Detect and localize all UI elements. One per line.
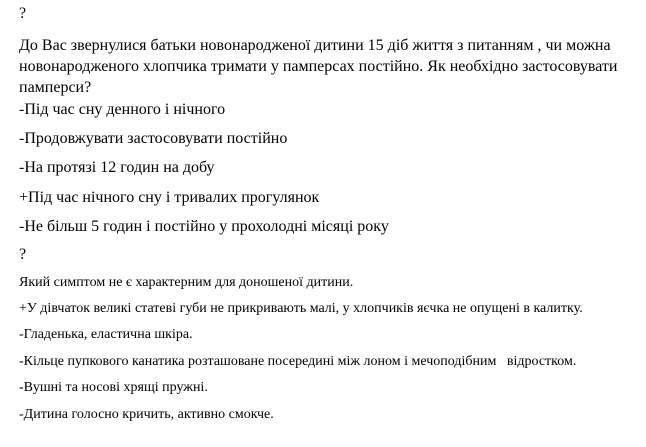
question-2-answer-5: -Дитина голосно кричить, активно смокче. xyxy=(19,407,274,422)
question-1-answer-1: -Під час сну денного і нічного xyxy=(19,101,226,118)
question-2-answer-1-correct: +У дівчаток великі статеві губи не прикривають малі, у хлопчиків яєчка не опущені в калитку. xyxy=(19,301,583,316)
question-1-answer-2: -Продовжувати застосовувати постійно xyxy=(19,130,288,147)
question-1-answer-3: -На протязі 12 годин на добу xyxy=(19,159,215,176)
question-1-answer-4-correct: +Під час нічного сну і тривалих прогулянок xyxy=(19,189,320,206)
question-2-marker: ? xyxy=(19,246,27,263)
question-1-answer-5: -Не більш 5 годин і постійно у прохолодні місяці року xyxy=(19,218,389,235)
question-2-stem: Який симптом не є характерним для доношеної дитини. xyxy=(19,275,354,290)
question-1-stem: До Вас звернулися батьки новонародженої дитини 15 діб життя з питанням , чи можна новонародженого хлопчика тримати у памперсах постійно. Як необхідно застосовувати памперси? xyxy=(19,37,618,96)
question-1-marker: ? xyxy=(19,5,27,22)
question-2-answer-4: -Вушні та носові хрящі пружні. xyxy=(19,380,208,395)
question-2-answer-2: -Гладенька, еластична шкіра. xyxy=(19,327,193,342)
question-2-answer-3: -Кільце пупкового канатика розташоване посередині між лоном і мечоподібним відростком. xyxy=(19,354,577,369)
